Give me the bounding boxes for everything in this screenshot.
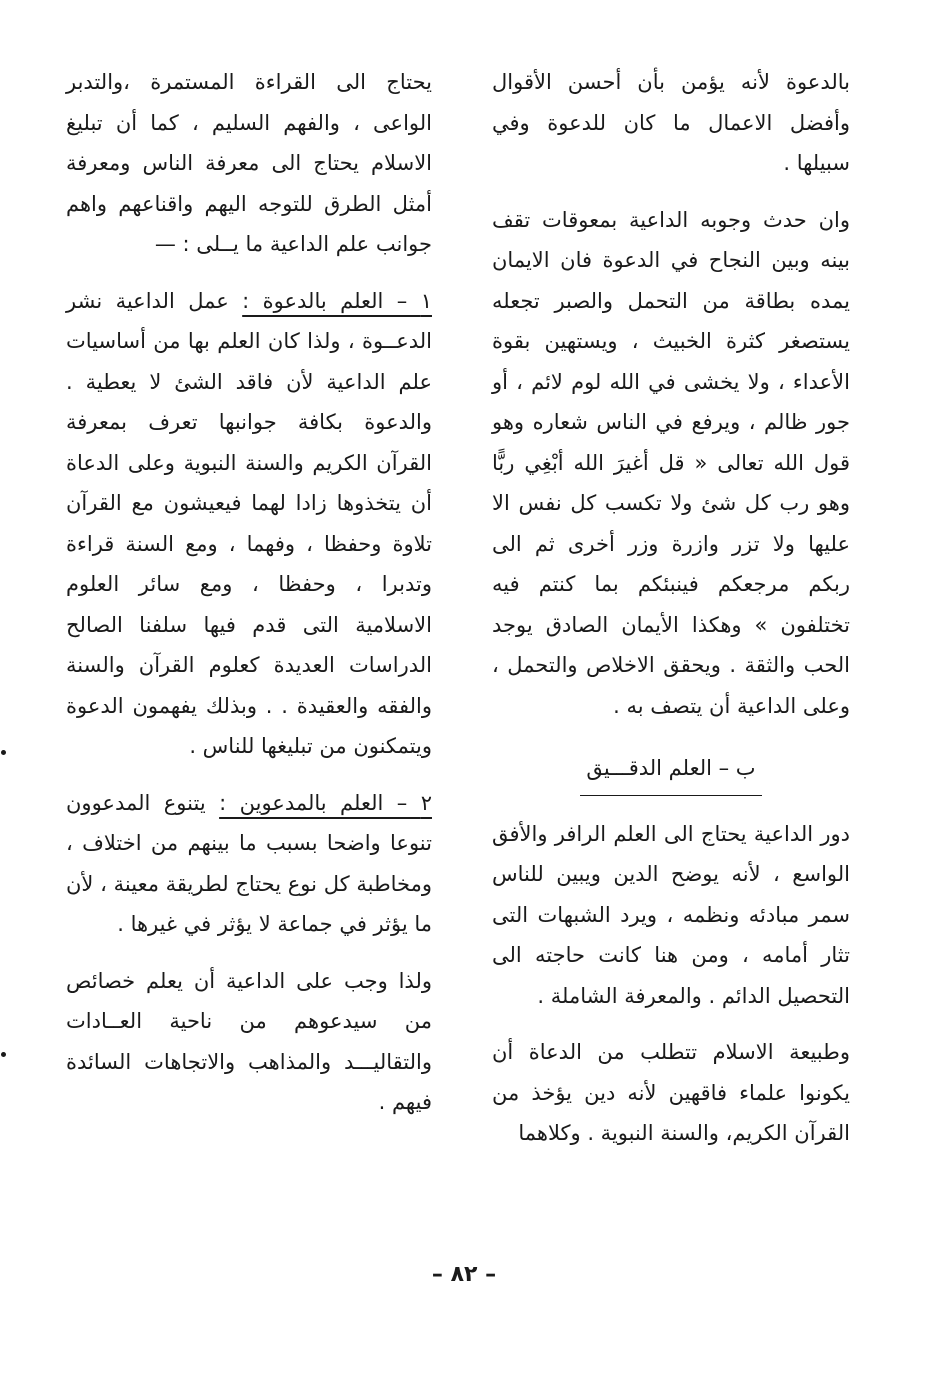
numbered-item-2: [66, 783, 432, 945]
paragraph: يحتاج الى القراءة المستمرة ،والتدبر الواعى ، والفهم السليم ، كما أن تبليغ الاسلام يحتاج الى معرفة الناس ومعرفة أمثل الطرق للتوجه اليهم واقناعهم واهم جوانب علم الداعية ما يــلى : —: [66, 70, 432, 256]
paragraph: وان حدث وجوبه الداعية بمعوقات تقف بينه وبين النجاح في الدعوة فان الايمان يمده بطاقة من التحمل والصبر تجعله يستصغر كثرة الخبيث ، ويستهين بقوة الأعداء ، ولا يخشى في الله لوم لائم ، أو جور ظالم ، ويرفع في الناس شعاره وهو قول الله تعالى « قل أغيرَ الله أبْغِي ربًّا وهو رب كل شئ ولا تكسب كل نفس الا عليها ولا تزر وازرة وزر أخرى ثم الى ربكم مرجعكم فينبئكم بما كنتم فيه تختلفون » وهكذا الأيمان الصادق يوجد الحب والثقة . ويحقق الاخلاص والتحمل ، وعلى الداعية أن يتصف به .: [492, 207, 850, 718]
section-heading: [492, 748, 850, 796]
item-2-title: ٢ – العلم بالمدعوين :: [219, 790, 432, 815]
paragraph: دور الداعية يحتاج الى العلم الرافر والأفق الواسع ، لأنه يوضح الدين ويبين للناس سمر مبادئه ونظمه ، ويرد الشبهات التى تثار أمامه ، ومن هنا كانت حاجته الى التحصيل الدائم . والمعرفة الشاملة .: [492, 821, 850, 1008]
item-2-text: يتنوع المدعوون تنوعا واضحا بسبب ما بينهم من اختلاف ، ومخاطبة كل نوع يحتاج لطريقة معينة ، لأن ما يؤثر في جماعة لا يؤثر في غيرها .: [66, 790, 432, 936]
paragraph: وطبيعة الاسلام تتطلب من الدعاة أن يكونوا علماء فاقهين لأنه دين يؤخذ من القرآن الكريم، والسنة النبوية . وكلاهما: [492, 1040, 850, 1145]
paragraph: ولذا وجب على الداعية أن يعلم خصائص من سيدعوهم من ناحية العــادات والتقاليـــد والمذاهب والاتجاهات السائدة فيهم .: [66, 968, 432, 1114]
paragraph: بالدعوة لأنه يؤمن بأن أحسن الأقوال وأفضل الاعمال ما كان للدعوة وفي سبيلها .: [492, 70, 850, 175]
item-1-text: عمل الداعية نشر الدعــوة ، ولذا كان العلم بها من أساسيات علم الداعية لأن فاقد الشئ لا يعطية . والدعوة بكافة جوانبها تعرف بمعرفة القرآن الكريم والسنة النبوية وعلى الدعاة أن يتخذوها زادا لهما فيعيشون مع القرآن تلاوة وحفظا ، وفهما ، ومع السنة قراءة وتدبرا ، وحفظا ، ومع سائر العلوم الاسلامية التى قدم فيها سلفنا الصالح الدراسات العديدة كعلوم القرآن والسنة والفقه والعقيدة . . وبذلك يفهمون الدعوة ويتمكنون من تبليغها للناس .: [66, 288, 432, 758]
page-number: – ٨٢ –: [431, 1262, 497, 1287]
right-column: [492, 62, 850, 1176]
margin-mark: [1, 750, 6, 755]
item-1-title: ١ – العلم بالدعوة :: [242, 288, 432, 313]
section-b-title: ب – العلم الدقـــيق: [580, 748, 761, 796]
margin-mark: [1, 1052, 6, 1057]
numbered-item-1: [66, 281, 432, 767]
left-column: [66, 62, 432, 1145]
